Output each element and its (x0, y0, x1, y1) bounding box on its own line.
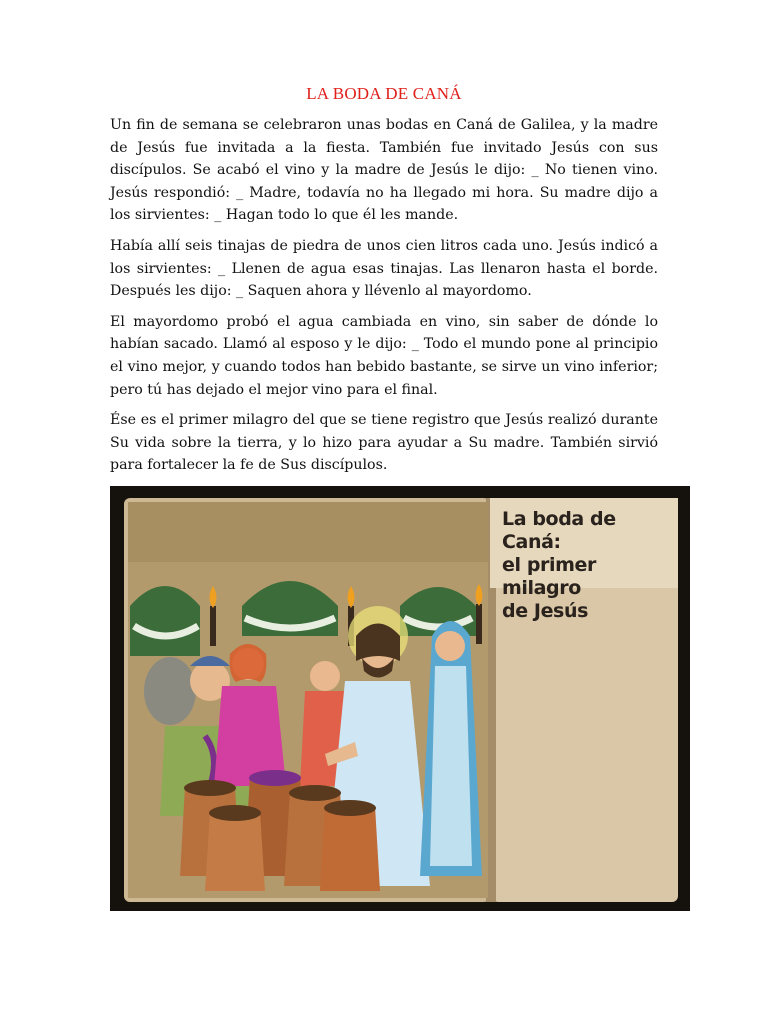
paragraph-3: El mayordomo probó el agua cambiada en vino, sin saber de dónde lo habían sacado. Llamó al esposo y le dijo: _ Todo el mundo pone al principio el vino mejor, y cuando todos han bebido bastante, se sirve un vino inferior; pero tú has dejado el mejor vino para el final. (110, 313, 658, 398)
document-body (110, 114, 658, 485)
torch-right (476, 584, 483, 644)
caption-line-1: La boda de Caná: (502, 508, 616, 553)
illustration-caption (502, 508, 672, 623)
paragraph-4: Ése es el primer milagro del que se tiene registro que Jesús realizó durante Su vida sobre la tierra, y lo hizo para ayudar a Su madre. También sirvió para fortalecer la fe de Sus discípulos. (110, 412, 658, 474)
caption-line-2: el primer milagro (502, 554, 596, 599)
caption-line-3: de Jesús (502, 600, 589, 622)
paragraph-2: Había allí seis tinajas de piedra de unos cien litros cada uno. Jesús indicó a los sirvientes: _ Llenen de agua esas tinajas. Las llenaron hasta el borde. Después les dijo: _ Saquen ahora y llévenlo al mayordomo. (110, 237, 658, 300)
document-title: LA BODA DE CANÁ (306, 84, 462, 103)
torch-left (210, 586, 217, 646)
paragraph-1: Un fin de semana se celebraron unas bodas en Caná de Galilea, y la madre de Jesús fue invitada a la fiesta. También fue invitado Jesús con sus discípulos. Se acabó el vino y la madre de Jesús le dijo: _ No tienen vino. Jesús respondió: _ Madre, todavía no ha llegado mi hora. Su madre dijo a los sirvientes: _ Hagan todo lo que él les mande. (110, 117, 658, 224)
arch-left (130, 586, 200, 656)
